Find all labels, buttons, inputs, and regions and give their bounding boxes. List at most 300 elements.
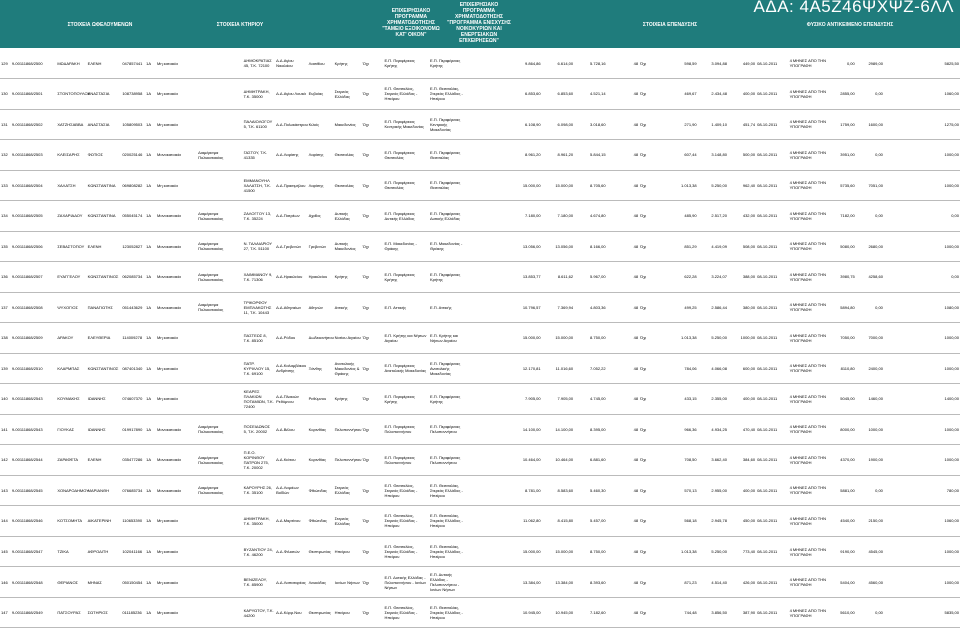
program2-cell: Ε.Π. Θεσσαλίας, Στερεάς Ελλάδας - Ηπείρου — [429, 597, 468, 628]
area-cell: Δ.Δ.Αγίου Λουκά — [275, 79, 308, 110]
months-cell: 48 — [607, 506, 640, 537]
floor-cell — [227, 567, 242, 598]
municipality-cell: Ξάνθης — [308, 353, 334, 384]
doy-cell: 1Α — [145, 79, 156, 110]
date-cell: 08-10-2011 — [756, 323, 789, 354]
municipality-cell: Ηρακλείου — [308, 262, 334, 293]
name-cell: ΚΩΝΣΤΑΝΤΙΝΑ — [87, 201, 122, 232]
listed-cell: Όχι — [362, 201, 384, 232]
surname-cell: ΕΥΑΓΓΕΛΟΥ — [56, 262, 86, 293]
code-cell: 9-00111868/2507 — [11, 262, 57, 293]
doy-cell: 1Α — [145, 170, 156, 201]
spacer-cell — [654, 109, 667, 140]
row-number: 135 — [0, 231, 11, 262]
building-type-cell — [197, 109, 227, 140]
actor-header: ΦΥΣΙΚΟ ΑΝΤΙΚΕΙΜΕΝΟ ΕΠΕΝΔΥΣΗΣ — [806, 22, 894, 28]
table-row — [0, 445, 960, 476]
area-cell: Δ.Δ.Πρασιμήλου — [275, 170, 308, 201]
municipality-cell: Δωδεκανήσου — [308, 323, 334, 354]
date-cell: 08-10-2011 — [756, 353, 789, 384]
doy-cell: 1Α — [145, 384, 156, 415]
subsidy-cell: 10.464,00 — [542, 445, 575, 476]
program2-cell: Ε.Π. Μακεδονίας - Θράκης — [429, 231, 468, 262]
program2-cell: Ε.Π. Περιφέρειας Πελοποννήσου — [429, 445, 468, 476]
x1-cell: 7050,00 — [836, 323, 856, 354]
status-cell: 4 ΜΗΝΕΣ ΑΠΟ ΤΗΝ ΥΠΟΓΡΑΦΗ — [789, 48, 837, 79]
status-cell: 4 ΜΗΝΕΣ ΑΠΟ ΤΗΝ ΥΠΟΓΡΑΦΗ — [789, 79, 837, 110]
building-use-cell: Μη κατοικία — [156, 353, 197, 384]
amount-cell: 15.000,00 — [507, 170, 542, 201]
x3-cell: 1400,00 — [884, 384, 960, 415]
bank-cell — [468, 445, 507, 476]
program-cell: Ε.Π. Περιφέρειας Πελοποννήσου — [383, 414, 429, 445]
date-cell: 08-10-2011 — [756, 109, 789, 140]
program-cell: Ε.Π. Μακεδονίας - Θράκης — [383, 231, 429, 262]
m1-cell: 744,48 — [667, 597, 697, 628]
floor-cell — [227, 536, 242, 567]
m1-cell: 598,59 — [667, 48, 697, 79]
area-cell: Δ.Δ.Φιλιατών — [275, 536, 308, 567]
m1-cell: 622,28 — [667, 262, 697, 293]
afm-cell: 011185236 — [121, 597, 145, 628]
row-number: 139 — [0, 353, 11, 384]
surname-cell: ΤΖΙΚΑ — [56, 536, 86, 567]
building-type-cell — [197, 48, 227, 79]
floor-cell — [227, 231, 242, 262]
m3-cell: 449,00 — [728, 48, 756, 79]
subsidy-cell: 8.611,62 — [542, 262, 575, 293]
amount-cell: 15.000,00 — [507, 323, 542, 354]
interest-cell: Όχι — [639, 506, 654, 537]
floor-cell — [227, 506, 242, 537]
afm-cell: 108738958 — [121, 79, 145, 110]
address-cell: ΠΑΛΑΙΟΛΟΓΟΥ 5, Τ.Κ. 61100 — [243, 109, 276, 140]
status-cell: 4 ΜΗΝΕΣ ΑΠΟ ΤΗΝ ΥΠΟΓΡΑΦΗ — [789, 292, 837, 323]
surname-cell: ΚΛΕΙΣΑΡΗΣ — [56, 140, 86, 171]
date-cell: 08-10-2011 — [756, 536, 789, 567]
area-cell: Δ.Δ.Βέλου — [275, 414, 308, 445]
municipality-cell: Ρεθύμνου — [308, 384, 334, 415]
x1-cell: 7182,00 — [836, 201, 856, 232]
m1-cell: 570,13 — [667, 475, 697, 506]
x1-cell: 0,00 — [836, 48, 856, 79]
name-cell: ΑΝΑΣΤΑΣΙΑ — [87, 79, 122, 110]
x1-cell: 9190,00 — [836, 536, 856, 567]
row-number: 145 — [0, 536, 11, 567]
bank-cell — [468, 140, 507, 171]
x2-cell: 1460,00 — [856, 384, 884, 415]
table-row — [0, 323, 960, 354]
interest-cell: Όχι — [639, 231, 654, 262]
date-cell: 08-10-2011 — [756, 262, 789, 293]
area-cell: Δ.Δ.Κόρρ.Νου — [275, 597, 308, 628]
row-number: 137 — [0, 292, 11, 323]
interest-cell: Όχι — [639, 48, 654, 79]
m2-cell: 5.250,00 — [698, 536, 728, 567]
doy-cell: 1Α — [145, 597, 156, 628]
date-cell: 08-10-2011 — [756, 414, 789, 445]
municipality-cell: Φθιώτιδας — [308, 475, 334, 506]
investment-header: ΣΤΟΙΧΕΙΑ ΕΠΕΝΔΥΣΗΣ — [642, 22, 698, 28]
name-cell: ΕΛΕΥΘΕΡΙΑ — [87, 323, 122, 354]
months-cell: 48 — [607, 79, 640, 110]
listed-cell: Όχι — [362, 384, 384, 415]
doy-cell: 1Α — [145, 506, 156, 537]
loan-cell: 4.521,14 — [574, 79, 607, 110]
status-cell: 4 ΜΗΝΕΣ ΑΠΟ ΤΗΝ ΥΠΟΓΡΑΦΗ — [789, 262, 837, 293]
subsidy-cell: 10.945,00 — [542, 597, 575, 628]
subsidy-cell: 15.000,00 — [542, 170, 575, 201]
subsidy-cell: 13.384,00 — [542, 567, 575, 598]
m1-cell: 499,25 — [667, 292, 697, 323]
address-cell: ΔΗΜΗΤΡΑΚΗ, Τ.Κ. 35000 — [243, 79, 276, 110]
amount-cell: 13.056,00 — [507, 231, 542, 262]
region-cell: Ιονίων Νήσων — [334, 567, 362, 598]
area-cell: Δ.Δ.Πλακιών Ρεθύμνου — [275, 384, 308, 415]
m1-cell: 469,67 — [667, 79, 697, 110]
months-cell: 48 — [607, 597, 640, 628]
listed-cell: Όχι — [362, 292, 384, 323]
surname-cell: ΨΥΧΟΓΙΟΣ — [56, 292, 86, 323]
building-use-cell: Μη κατοικία — [156, 597, 197, 628]
region-cell: Ηπείρου — [334, 597, 362, 628]
m1-cell: 1.013,38 — [667, 323, 697, 354]
listed-cell: Όχι — [362, 597, 384, 628]
program2-cell: Ε.Π. Περιφέρειας Ανατολικής Μακεδονίας — [429, 353, 468, 384]
row-number: 130 — [0, 79, 11, 110]
loan-cell: 5.460,30 — [574, 475, 607, 506]
loan-cell: 6.881,60 — [574, 445, 607, 476]
building-type-cell: Διαμέρισμα Πολυκατοικίας — [197, 292, 227, 323]
interest-cell: Όχι — [639, 597, 654, 628]
amount-cell: 8.961,20 — [507, 140, 542, 171]
months-cell: 48 — [607, 201, 640, 232]
building-type-cell — [197, 506, 227, 537]
m3-cell: 600,00 — [728, 353, 756, 384]
doy-cell: 1Α — [145, 323, 156, 354]
doy-cell: 1Α — [145, 48, 156, 79]
m1-cell: 1.013,38 — [667, 536, 697, 567]
name-cell: ΜΗΝΑΣ — [87, 567, 122, 598]
region-cell: Κρήτης — [334, 262, 362, 293]
afm-cell: 051443629 — [121, 292, 145, 323]
afm-cell: 102041166 — [121, 536, 145, 567]
date-cell: 08-10-2011 — [756, 79, 789, 110]
region-cell: Μακεδονίας — [334, 109, 362, 140]
m3-cell: 508,00 — [728, 231, 756, 262]
code-cell: 9-00111868/2543 — [11, 414, 57, 445]
spacer-cell — [654, 414, 667, 445]
floor-cell — [227, 323, 242, 354]
x3-cell: 1000,00 — [884, 445, 960, 476]
amount-cell: 11.062,80 — [507, 506, 542, 537]
m2-cell: 2.517,20 — [698, 201, 728, 232]
program-cell: Ε.Π. Περιφέρειας Κρήτης — [383, 48, 429, 79]
m1-cell: 485,90 — [667, 201, 697, 232]
table-row — [0, 567, 960, 598]
building-use-cell: Μη κατοικία — [156, 170, 197, 201]
doy-cell: 1Α — [145, 414, 156, 445]
months-cell: 48 — [607, 353, 640, 384]
program2-cell: Ε.Π. Περιφέρειας Κεντρικής Μακεδονίας — [429, 109, 468, 140]
row-number: 140 — [0, 384, 11, 415]
loan-cell: 8.395,00 — [574, 414, 607, 445]
region-cell: Κρήτης — [334, 48, 362, 79]
building-type-cell: Διαμέρισμα Πολυκατοικίας — [197, 201, 227, 232]
x3-cell: 1080,00 — [884, 292, 960, 323]
building-type-cell — [197, 323, 227, 354]
row-number: 131 — [0, 109, 11, 140]
interest-cell: Όχι — [639, 475, 654, 506]
building-type-cell: Διαμέρισμα Πολυκατοικίας — [197, 414, 227, 445]
spacer-cell — [654, 536, 667, 567]
building-type-cell — [197, 384, 227, 415]
table-row — [0, 170, 960, 201]
m3-cell: 400,00 — [728, 384, 756, 415]
status-cell: 4 ΜΗΝΕΣ ΑΠΟ ΤΗΝ ΥΠΟΓΡΑΦΗ — [789, 567, 837, 598]
name-cell: ΦΩΤΙΟΣ — [87, 140, 122, 171]
loan-cell: 8.750,00 — [574, 536, 607, 567]
address-cell: ΠΟΣΕΙΔΩΝΟΣ 5, Τ.Κ. 20002 — [243, 414, 276, 445]
table-row — [0, 48, 960, 79]
m1-cell: 851,29 — [667, 231, 697, 262]
building-use-cell: Μη κατοικία — [156, 79, 197, 110]
x1-cell: 4370,00 — [836, 445, 856, 476]
code-cell: 9-00111868/2510 — [11, 353, 57, 384]
doy-cell: 1Α — [145, 292, 156, 323]
spacer-cell — [654, 475, 667, 506]
table-row — [0, 140, 960, 171]
building-type-cell — [197, 567, 227, 598]
status-cell: 4 ΜΗΝΕΣ ΑΠΟ ΤΗΝ ΥΠΟΓΡΑΦΗ — [789, 201, 837, 232]
loan-cell: 8.166,00 — [574, 231, 607, 262]
interest-cell: Όχι — [639, 384, 654, 415]
x1-cell: 5045,00 — [836, 384, 856, 415]
header-banner — [0, 0, 960, 48]
amount-cell: 10.945,00 — [507, 597, 542, 628]
building-use-cell: Μη κατοικία — [156, 567, 197, 598]
listed-cell: Όχι — [362, 79, 384, 110]
bank-cell — [468, 536, 507, 567]
m2-cell: 4.514,40 — [698, 567, 728, 598]
x2-cell: 0,00 — [856, 79, 884, 110]
m3-cell: 432,00 — [728, 201, 756, 232]
afm-cell: 069808282 — [121, 170, 145, 201]
area-cell: Δ.Δ.Κιάτου — [275, 445, 308, 476]
listed-cell: Όχι — [362, 109, 384, 140]
name-cell: ΜΑΡΙΑΝΘΗ — [87, 475, 122, 506]
surname-cell: ΖΑΧΑΡΙΑΔΟΥ — [56, 201, 86, 232]
bank-cell — [468, 323, 507, 354]
m2-cell: 2.945,78 — [698, 506, 728, 537]
program-cell: Ε.Π. Περιφέρειας Κεντρικής Μακεδονίας — [383, 109, 429, 140]
doy-cell: 1Α — [145, 567, 156, 598]
bank-cell — [468, 48, 507, 79]
table-row — [0, 231, 960, 262]
beneficiary-table — [0, 48, 960, 628]
x2-cell: 0,00 — [856, 475, 884, 506]
code-cell: 9-00111868/2503 — [11, 140, 57, 171]
months-cell: 48 — [607, 170, 640, 201]
municipality-cell: Αχαΐας — [308, 201, 334, 232]
program-cell: Ε.Π. Κρήτης και Νήσων Αιγαίου — [383, 323, 429, 354]
afm-cell: 047857441 — [121, 48, 145, 79]
date-cell: 08-10-2011 — [756, 170, 789, 201]
amount-cell: 12.170,81 — [507, 353, 542, 384]
m3-cell: 387,90 — [728, 597, 756, 628]
loan-cell: 8.705,60 — [574, 170, 607, 201]
program2-cell: Ε.Π. Δυτικής Ελλάδας - Πελοποννήσου - Ιονίων Νήσων — [429, 567, 468, 598]
afm-cell: 114009278 — [121, 323, 145, 354]
afm-cell: 062085734 — [121, 262, 145, 293]
code-cell: 9-00111868/2506 — [11, 231, 57, 262]
doy-cell: 1Α — [145, 353, 156, 384]
months-cell: 48 — [607, 567, 640, 598]
subsidy-cell: 7.369,94 — [542, 292, 575, 323]
bank-cell — [468, 475, 507, 506]
amount-cell: 6.853,60 — [507, 79, 542, 110]
loan-cell: 4.745,00 — [574, 384, 607, 415]
address-cell: ΤΡΙΚΟΡΦΟΥ ΕΜΠΛΑΚΩΤΗΣ 11, Τ.Κ. 10443 — [243, 292, 276, 323]
date-cell: 08-10-2011 — [756, 384, 789, 415]
amount-cell: 6.108,90 — [507, 109, 542, 140]
building-type-cell: Διαμέρισμα Πολυκατοικίας — [197, 262, 227, 293]
months-cell: 48 — [607, 445, 640, 476]
x3-cell: 1060,00 — [884, 79, 960, 110]
listed-cell: Όχι — [362, 567, 384, 598]
building-use-cell: Μονοκατοικία — [156, 292, 197, 323]
municipality-cell: Κιλκίς — [308, 109, 334, 140]
m3-cell: 380,00 — [728, 292, 756, 323]
bank-cell — [468, 170, 507, 201]
region-cell: Δυτικής Μακεδονίας — [334, 231, 362, 262]
region-cell: Θεσσαλίας — [334, 170, 362, 201]
spacer-cell — [654, 323, 667, 354]
program2-cell: Ε.Π. Περιφέρειας Κρήτης — [429, 384, 468, 415]
program-cell: Ε.Π. Περιφέρειας Πελοποννήσου — [383, 445, 429, 476]
spacer-cell — [654, 140, 667, 171]
spacer-cell — [654, 79, 667, 110]
building-use-cell: Μη κατοικία — [156, 506, 197, 537]
loan-cell: 8.750,00 — [574, 323, 607, 354]
bank-cell — [468, 506, 507, 537]
program-cell: Ε.Π. Θεσσαλίας, Στερεάς Ελλάδας - Ηπείρου — [383, 506, 429, 537]
status-cell: 4 ΜΗΝΕΣ ΑΠΟ ΤΗΝ ΥΠΟΓΡΑΦΗ — [789, 170, 837, 201]
months-cell: 48 — [607, 475, 640, 506]
program2-cell: Ε.Π. Θεσσαλίας, Στερεάς Ελλάδας - Ηπείρου — [429, 536, 468, 567]
interest-cell: Όχι — [639, 109, 654, 140]
x3-cell: 1060,00 — [884, 506, 960, 537]
table-row — [0, 292, 960, 323]
municipality-cell: Αθηνών — [308, 292, 334, 323]
listed-cell: Όχι — [362, 48, 384, 79]
subsidy-cell: 7.180,00 — [542, 201, 575, 232]
program-cell: Ε.Π. Θεσσαλίας, Στερεάς Ελλάδας - Ηπείρου — [383, 536, 429, 567]
listed-cell: Όχι — [362, 414, 384, 445]
program-cell: Ε.Π. Αττικής — [383, 292, 429, 323]
building-type-cell: Διαμέρισμα Πολυκατοικίας — [197, 231, 227, 262]
m2-cell: 3.094,88 — [698, 48, 728, 79]
m1-cell: 708,50 — [667, 445, 697, 476]
listed-cell: Όχι — [362, 231, 384, 262]
code-cell: 9-00111868/2508 — [11, 292, 57, 323]
amount-cell: 10.464,00 — [507, 445, 542, 476]
m3-cell: 500,00 — [728, 140, 756, 171]
x2-cell: 0,00 — [856, 597, 884, 628]
name-cell: ΠΑΝΑΓΙΩΤΗΣ — [87, 292, 122, 323]
afm-cell: 035477286 — [121, 445, 145, 476]
date-cell: 08-10-2011 — [756, 475, 789, 506]
table-row — [0, 506, 960, 537]
name-cell: ΕΛΕΝΗ — [87, 231, 122, 262]
months-cell: 48 — [607, 231, 640, 262]
m1-cell: 568,18 — [667, 506, 697, 537]
surname-cell: ΖΑΡΑΦΕΤΑ — [56, 445, 86, 476]
region-cell: Πελοποννήσου — [334, 445, 362, 476]
x3-cell: 1000,00 — [884, 353, 960, 384]
date-cell: 08-10-2011 — [756, 445, 789, 476]
surname-cell: ΚΟΥΜΑΚΗΣ — [56, 384, 86, 415]
loan-cell: 4.674,80 — [574, 201, 607, 232]
name-cell: ΕΛΕΝΗ — [87, 445, 122, 476]
code-cell: 9-00111868/2547 — [11, 536, 57, 567]
x1-cell: 5881,00 — [836, 475, 856, 506]
x2-cell: 4560,00 — [856, 567, 884, 598]
x2-cell: 2989,00 — [856, 48, 884, 79]
floor-cell — [227, 48, 242, 79]
surname-cell: ΚΛΑΡΜΠΑΣ — [56, 353, 86, 384]
bank-cell — [468, 201, 507, 232]
x1-cell: 5735,60 — [836, 170, 856, 201]
m3-cell: 388,00 — [728, 262, 756, 293]
surname-cell: ΧΑΛΑΤΣΗ — [56, 170, 86, 201]
m2-cell: 4.419,09 — [698, 231, 728, 262]
status-cell: 4 ΜΗΝΕΣ ΑΠΟ ΤΗΝ ΥΠΟΓΡΑΦΗ — [789, 445, 837, 476]
program-header: ΕΠΙΧΕΙΡΗΣΙΑΚΟ ΠΡΟΓΡΑΜΜΑ ΧΡΗΜΑΤΟΔΟΤΗΣΗΣ "ΤΑΜΕΙΟ ΕΞΟΙΚΟΝΟΜΩ ΚΑΤ' ΟΙΚΟΝ" — [382, 8, 440, 38]
m3-cell: 450,00 — [728, 506, 756, 537]
doy-cell: 1Α — [145, 109, 156, 140]
region-cell: Κρήτης — [334, 384, 362, 415]
code-cell: 9-00111868/2505 — [11, 201, 57, 232]
afm-cell: 087401340 — [121, 353, 145, 384]
afm-cell: 110653390 — [121, 506, 145, 537]
amount-cell: 13.384,00 — [507, 567, 542, 598]
loan-cell: 5.844,15 — [574, 140, 607, 171]
spacer-cell — [654, 231, 667, 262]
area-cell: Δ.Δ.Μαρτίνου — [275, 506, 308, 537]
m2-cell: 2.586,44 — [698, 292, 728, 323]
m2-cell: 2.955,00 — [698, 475, 728, 506]
subsidy-cell: 15.000,00 — [542, 323, 575, 354]
m3-cell: 470,40 — [728, 414, 756, 445]
area-cell: Δ.Δ.Γρεβενών — [275, 231, 308, 262]
bank-cell — [468, 567, 507, 598]
bank-cell — [468, 231, 507, 262]
surname-cell: ΘΕΡΙΑΝΟΣ — [56, 567, 86, 598]
listed-cell: Όχι — [362, 475, 384, 506]
x3-cell: 1000,00 — [884, 140, 960, 171]
amount-cell: 7.180,00 — [507, 201, 542, 232]
m2-cell: 3.148,80 — [698, 140, 728, 171]
interest-cell: Όχι — [639, 353, 654, 384]
code-cell: 9-00111868/2501 — [11, 79, 57, 110]
region-cell: Αττικής — [334, 292, 362, 323]
m2-cell: 4.066,08 — [698, 353, 728, 384]
m2-cell: 3.224,07 — [698, 262, 728, 293]
region-cell: Στερεάς Ελλάδας — [334, 79, 362, 110]
code-cell: 9-00111868/2548 — [11, 567, 57, 598]
building-use-cell: Μη κατοικία — [156, 384, 197, 415]
